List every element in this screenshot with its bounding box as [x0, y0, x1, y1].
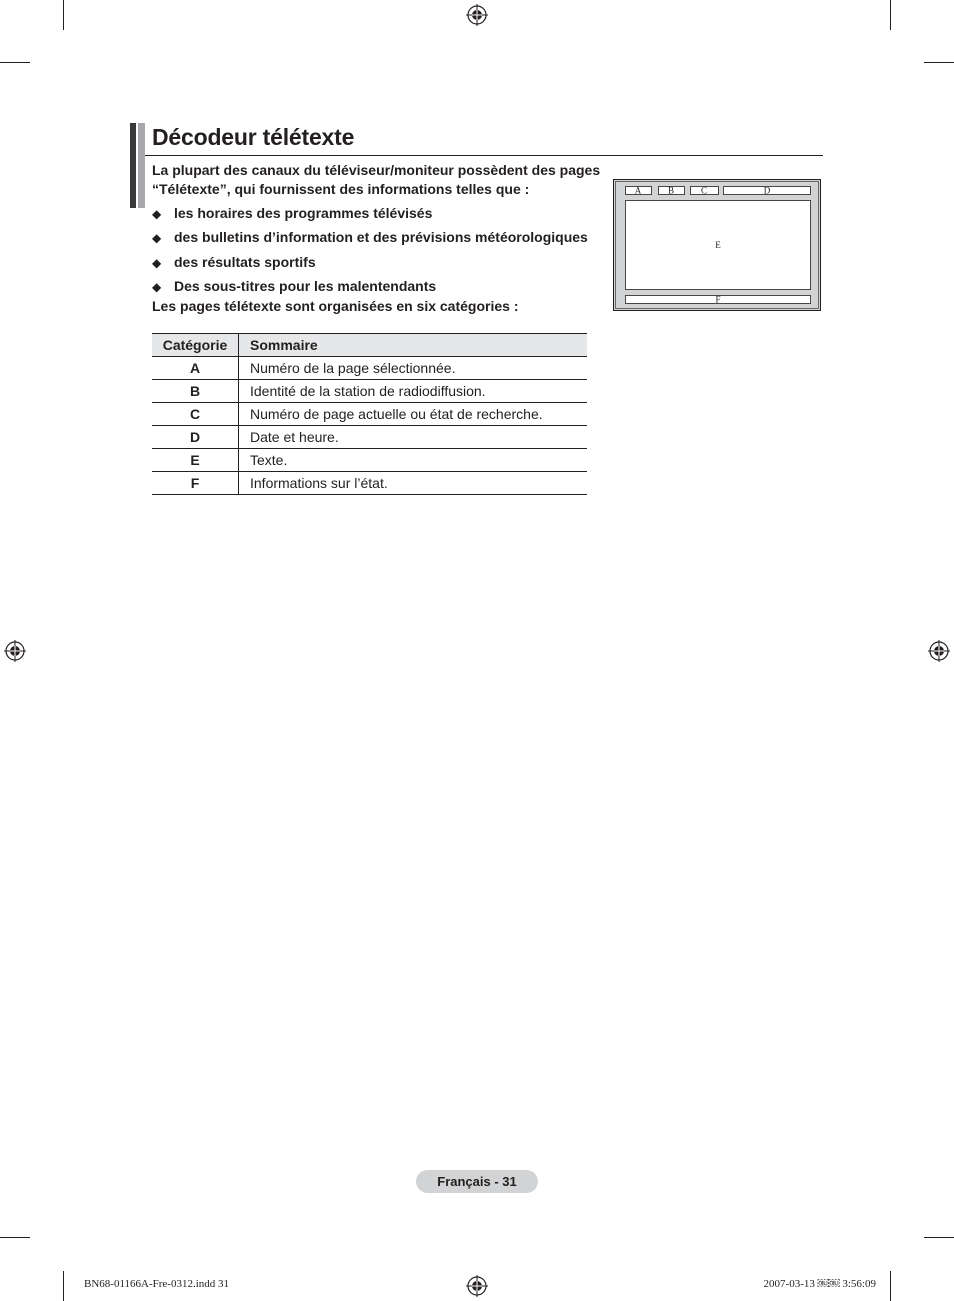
table-header-row	[152, 334, 587, 357]
list-item: ◆ les horaires des programmes télévisés	[152, 204, 432, 224]
crop-mark	[63, 1271, 64, 1301]
table-row: C Numéro de page actuelle ou état de recherche.	[152, 403, 587, 426]
print-slug-right: 2007-03-13 ￼￼ 3:56:09	[763, 1278, 876, 1290]
category-table	[152, 333, 587, 495]
list-item: ◆ des résultats sportifs	[152, 253, 316, 273]
page-number-badge: Français - 31	[416, 1170, 538, 1193]
intro-paragraph: La plupart des canaux du téléviseur/moniteur possèdent des pages “Télétexte”, qui fournissent des informations telles que :	[152, 162, 601, 197]
registration-mark-icon	[4, 640, 26, 662]
diamond-bullet-icon: ◆	[152, 207, 162, 221]
title-accent-bar	[130, 123, 136, 208]
diagram-label-c: C	[700, 185, 708, 196]
diagram-label-f: F	[715, 294, 721, 305]
table-row: F Informations sur l’état.	[152, 472, 587, 495]
diamond-bullet-icon: ◆	[152, 231, 162, 245]
table-row: B Identité de la station de radiodiffusion.	[152, 380, 587, 403]
diamond-bullet-icon: ◆	[152, 256, 162, 270]
teletext-screen-diagram	[613, 179, 821, 311]
crop-mark	[63, 0, 64, 30]
crop-mark	[890, 0, 891, 30]
crop-mark	[924, 1237, 954, 1238]
table-row: D Date et heure.	[152, 426, 587, 449]
print-slug-left: BN68-01166A-Fre-0312.indd 31	[84, 1278, 230, 1290]
diagram-label-e: E	[715, 240, 721, 250]
diagram-label-b: B	[667, 185, 675, 196]
crop-mark	[0, 62, 30, 63]
registration-mark-icon	[928, 640, 950, 662]
crop-mark	[890, 1271, 891, 1301]
registration-mark-icon	[466, 1275, 488, 1297]
summary-text: Les pages télétexte sont organisées en six catégories :	[152, 298, 519, 314]
column-header-summary: Sommaire	[239, 334, 588, 357]
page-title: Décodeur télétexte	[152, 124, 355, 150]
title-rule	[145, 155, 823, 156]
title-accent-bar	[138, 123, 145, 208]
diagram-label-d: D	[763, 185, 771, 196]
crop-mark	[0, 1237, 30, 1238]
table-row: A Numéro de la page sélectionnée.	[152, 357, 587, 380]
table-row: E Texte.	[152, 449, 587, 472]
diamond-bullet-icon: ◆	[152, 280, 162, 294]
registration-mark-icon	[466, 4, 488, 26]
diagram-label-a: A	[634, 185, 642, 196]
list-item: ◆ Des sous-titres pour les malentendants	[152, 277, 436, 297]
list-item: ◆ des bulletins d’information et des prévisions météorologiques	[152, 228, 588, 248]
crop-mark	[924, 62, 954, 63]
column-header-category: Catégorie	[152, 334, 239, 357]
